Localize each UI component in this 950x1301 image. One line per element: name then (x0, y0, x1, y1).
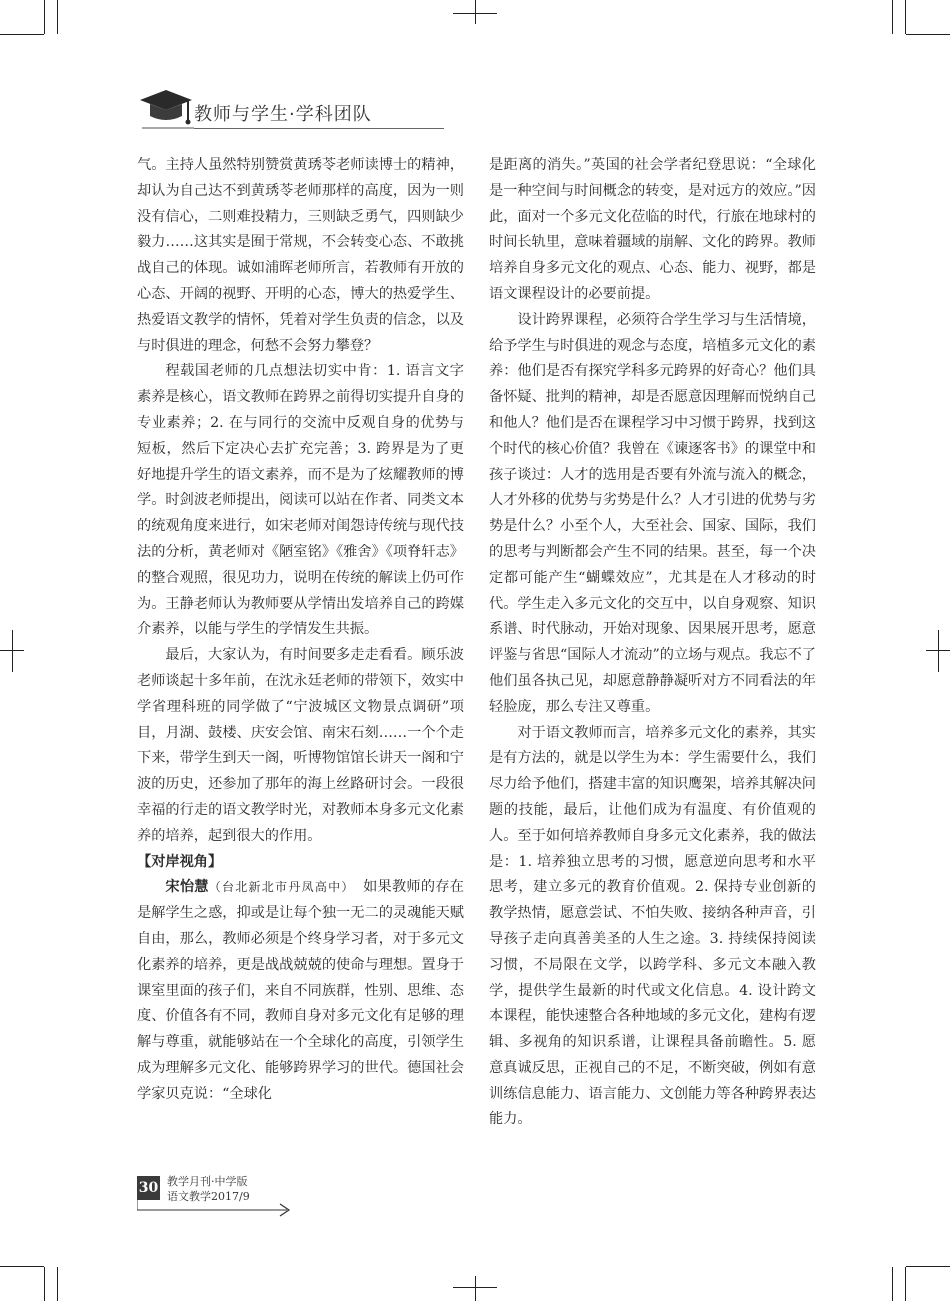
journal-issue: 语文教学2017/9 (167, 1190, 250, 1203)
header-rule (194, 128, 444, 129)
paragraph: 气。主持人虽然特别赞赏黄琇苓老师读博士的精神，却认为自己达不到黄琇苓老师那样的高度，因为一则没有信心，二则难投精力，三则缺乏勇气，四则缺少毅力……这其实是囿于常规，不会转变心态、不敢挑战自己的体现。诚如浦晖老师所言，若教师有开放的心态、开阔的视野、开明的心态，博大的热爱学生、热爱语文教学的情怀，凭着对学生负责的信念，以及与时俱进的理念，何愁不会努力攀登？ (137, 157, 464, 354)
author-paragraph-text: 如果教师的存在是解学生之惑，抑或是让每个独一无二的灵魂能天赋自由，那么，教师必须是个终身学习者，对于多元文化素养的培养，更是战战兢兢的使命与理想。置身于课室里面的孩子们，来自不同族群，性别、思维、态度、价值各有不同，教师自身对多元文化有足够的理解与尊重，就能够站在一个全球化的高度，引领学生成为理解多元文化、能够跨界学习的世代。德国社会学家贝克说：“全球化 (137, 879, 464, 1102)
right-column (489, 153, 816, 1133)
running-header (138, 86, 818, 136)
paragraph: 程载国老师的几点想法切实中肯：1. 语言文字素养是核心，语文教师在跨界之前得切实提升自身的专业素养；2. 在与同行的交流中反观自身的优势与短板，然后下定决心去扩充完善；3. 跨界是为了更好地提升学生的语文素养，而不是为了炫耀教师的博学。时剑波老师提出，阅读可以站在作者、同类文本的统观角度来进行，如宋老师对闺怨诗传统与现代技法的分析，黄老师对《陋室铭》《雅舍》《项脊轩志》的整合观照，很见功力，说明在传统的解读上仍可作为。王静老师认为教师要从学情出发培养自己的跨媒介素养，以能与学生的学情发生共振。 (137, 363, 464, 638)
author-affiliation: （台北新北市丹凤高中） (208, 880, 349, 895)
running-head-title: 教师与学生·学科团队 (194, 104, 372, 125)
graduation-cap-icon (138, 86, 194, 130)
paragraph: 设计跨界课程，必须符合学生学习与生活情境，给予学生与时俱进的观念与态度，培植多元文化的素养：他们是否有探究学科多元跨界的好奇心？他们具备怀疑、批判的精神，却是否愿意因理解而悦纳自己和他人？他们是否在课程学习中习惯于跨界，找到这个时代的核心价值？我曾在《谏逐客书》的课堂中和孩子谈过：人才的选用是否要有外流与流入的概念，人才外移的优势与劣势是什么？人才引进的优势与劣势是什么？小至个人，大至社会、国家、国际，我们的思考与判断都会产生不同的结果。甚至，每一个决定都可能产生“蝴蝶效应”，尤其是在人才移动的时代。学生走入多元文化的交互中，以自身观察、知识系谱、时代脉动，开始对现象、因果展开思考，愿意评鉴与省思“国际人才流动”的立场与观点。我忘不了他们虽各执己见，却愿意静静凝听对方不同看法的年轻脸庞，那么专注又尊重。 (489, 311, 816, 715)
arrow-right-icon (137, 1176, 307, 1222)
author-name: 宋怡慧 (165, 879, 209, 896)
paragraph (137, 875, 464, 1107)
page-footer (137, 1176, 307, 1222)
paragraph: 是距离的消失。”英国的社会学者纪登思说：“全球化是一种空间与时间概念的转变，是对远方的效应。”因此，面对一个多元文化莅临的时代，行旅在地球村的时间长轨里，意味着疆域的崩解、文化的跨界。教师培养自身多元文化的观点、心态、能力、视野，都是语文课程设计的必要前提。 (489, 157, 816, 302)
paragraph: 对于语文教师而言，培养多元文化的素养，其实是有方法的，就是以学生为本：学生需要什么，我们尽力给予他们，搭建丰富的知识鹰架，培养其解决问题的技能，最后，让他们成为有温度、有价值观的人。至于如何培养教师自身多元文化素养，我的做法是：1. 培养独立思考的习惯，愿意逆向思考和水平思考，建立多元的教育价值观。2. 保持专业创新的教学热情，愿意尝试、不怕失败、接纳各种声音，引导孩子走向真善美圣的人生之途。3. 持续保持阅读习惯，不局限在文学，以跨学科、多元文本融入教学，提供学生最新的时代或文化信息。4. 设计跨文本课程，能快速整合各种地域的多元文化，建构有逻辑、多视角的知识系谱，让课程具备前瞻性。5. 愿意真诚反思，正视自己的不足，不断突破，例如有意训练信息能力、语言能力、文创能力等各种跨界表达能力。 (489, 724, 816, 1128)
left-column (137, 153, 464, 1107)
paragraph: 最后，大家认为，有时间要多走走看看。顾乐波老师谈起十多年前，在沈永廷老师的带领下，效实中学省理科班的同学做了“宁波城区文物景点调研”项目，月湖、鼓楼、庆安会馆、南宋石刻……一个个走下来，带学生到天一阁，听博物馆馆长讲天一阁和宁波的历史，还参加了那年的海上丝路研讨会。一段很幸福的行走的语文教学时光，对教师本身多元文化素养的培养，起到很大的作用。 (137, 647, 464, 844)
section-heading: 【对岸视角】 (137, 853, 223, 870)
journal-name: 教学月刊·中学版 (167, 1175, 248, 1188)
page-number: 30 (137, 1176, 160, 1200)
